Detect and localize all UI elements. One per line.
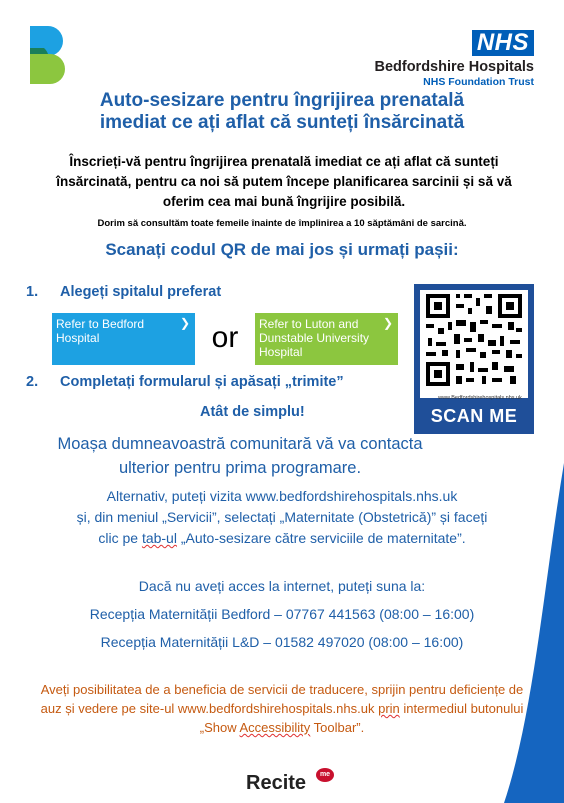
qr-code-card[interactable] (414, 284, 534, 434)
referral-options (52, 313, 398, 365)
bedfordshire-logo-icon (30, 26, 72, 84)
step-2-text: Completați formularul și apăsați „trimite” (60, 374, 344, 390)
or-label: or (211, 321, 239, 354)
translation-part-2: intermediul butonului „Show (199, 701, 524, 735)
title-line-2: imediat ce ați aflat că sunteți însărcinată (99, 112, 465, 133)
decorative-arc (504, 463, 564, 803)
qr-code (420, 290, 528, 401)
title-line-1: Auto-sesizare pentru îngrijirea prenatală (99, 90, 465, 111)
nhs-header (374, 30, 534, 88)
step-2 (26, 374, 344, 390)
step-1 (26, 284, 221, 300)
alternative-line-3-start: clic pe (98, 530, 142, 546)
nhs-badge: NHS (472, 30, 534, 56)
recite-me-badge: me (316, 768, 334, 782)
translation-text (30, 680, 534, 737)
note-text: Dorim să consultăm toate femeile înainte de împlinirea a 10 săptămâni de sarcină. (97, 218, 467, 229)
no-internet-text: Dacă nu aveți acces la internet, puteți suna la: (138, 578, 426, 594)
alternative-line-1: Alternativ, puteți vizita www.bedfordshirehospitals.nhs.uk (106, 488, 458, 504)
page-title (0, 90, 564, 134)
org-name: Bedfordshire Hospitals (374, 59, 534, 75)
step-2-number: 2. (26, 374, 39, 390)
alternative-line-3 (20, 528, 544, 549)
translation-wavy-2: Accessibility (239, 720, 311, 735)
chevron-right-icon: ❯ (382, 316, 393, 330)
refer-bedford-button[interactable] (52, 313, 195, 365)
scan-me-label: SCAN ME (430, 406, 518, 426)
alternative-line-3-end: „Auto-sesizare către serviciile de maternitate”. (176, 530, 466, 546)
chevron-right-icon: ❯ (179, 316, 190, 330)
trust-name: NHS Foundation Trust (423, 76, 534, 88)
simple-text: Atât de simplu! (200, 404, 305, 420)
translation-wavy-1: prin (378, 701, 400, 716)
step-1-number: 1. (26, 284, 39, 300)
midwife-text: Moașa dumneavoastră comunitară vă va contacta ulterior pentru prima programare. (57, 435, 423, 477)
phone-luton: Recepția Maternității L&D – 01582 497020 (08:00 – 16:00) (100, 634, 464, 650)
phone-bedford: Recepția Maternității Bedford – 07767 441563 (08:00 – 16:00) (89, 606, 475, 622)
step-1-text: Alegeți spitalul preferat (60, 284, 222, 300)
intro-text: Înscrieți-vă pentru îngrijirea prenatală imediat ce ați aflat că sunteți însărcinată, pentru ca noi să putem începe planificarea sarcinii și să vă oferim cea mai bună îngrijire posibilă. (56, 154, 512, 209)
alternative-text (20, 486, 544, 549)
alternative-tab-word: tab-ul (141, 530, 177, 546)
alternative-line-2: și, din meniul „Servicii”, selectați „Maternitate (Obstetrică)” și faceți (76, 509, 488, 525)
refer-bedford-label: Refer to Bedford Hospital (56, 317, 145, 345)
scan-heading: Scanați codul QR de mai jos și urmați pașii: (105, 240, 459, 259)
qr-caption: www.Bedfordshirehospitals.nhs.uk (438, 395, 522, 401)
translation-part-3: Toolbar”. (310, 720, 365, 735)
translation-part-1: Aveți posibilitatea de a beneficia de servicii de traducere, sprijin pentru deficiențe de auz și vedere pe site-ul www.bedfordshirehospitals.nhs.uk (40, 682, 524, 716)
refer-luton-button[interactable] (255, 313, 398, 365)
recite-logo[interactable]: Recite (246, 772, 307, 794)
qr-code-icon (420, 290, 528, 390)
refer-luton-label: Refer to Luton and Dunstable University Hospital (259, 317, 370, 359)
